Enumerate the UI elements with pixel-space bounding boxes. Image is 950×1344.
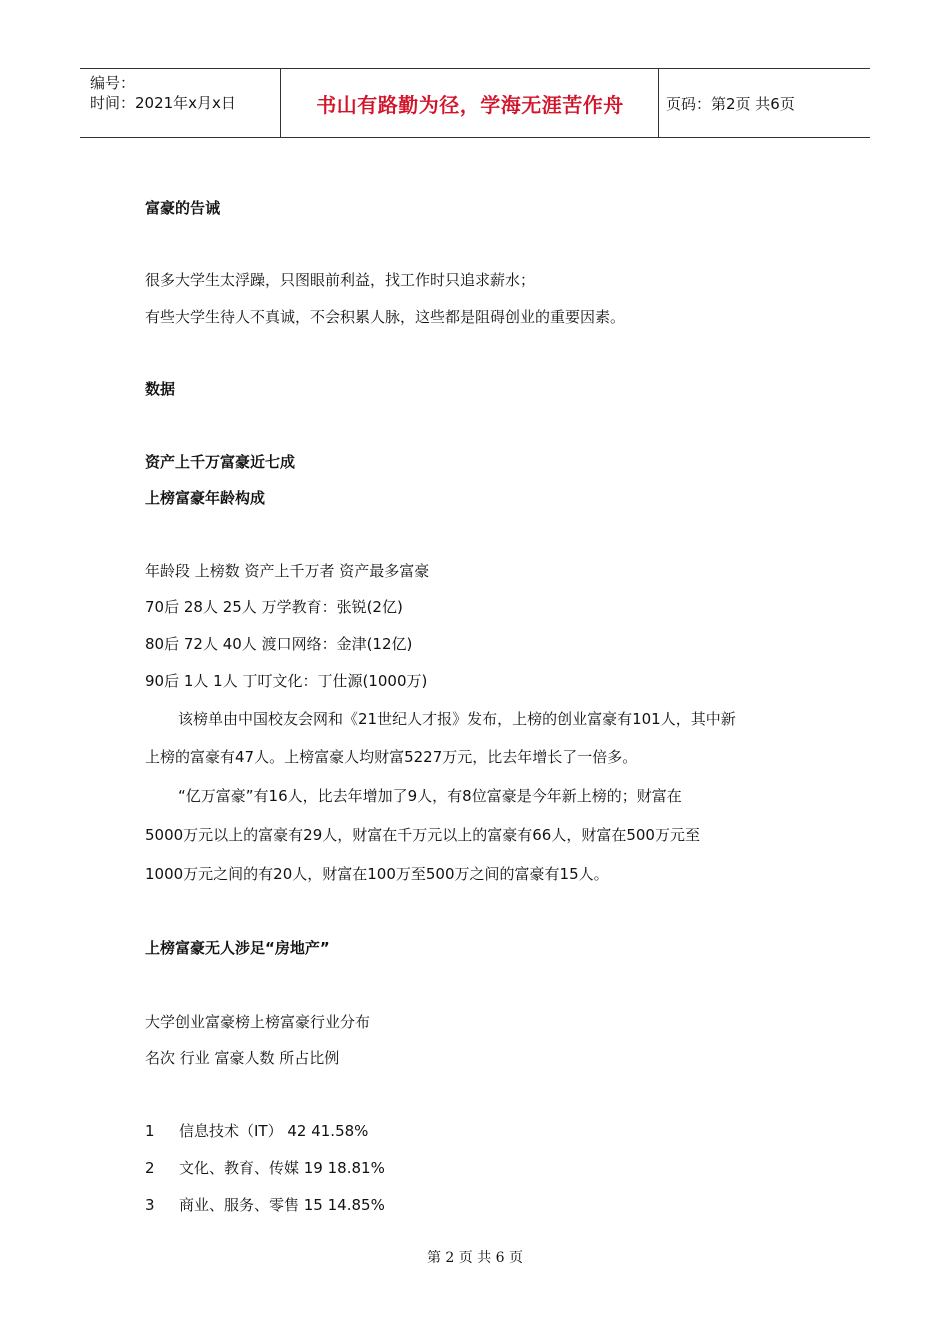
industry-row: 商业、服务、零售 15 14.85% (179, 1196, 385, 1214)
header-page-info: 页码：第2页 共6页 (666, 94, 795, 113)
subheading: 上榜富豪年龄构成 (145, 489, 266, 507)
time-label: 时间：2021年x月x日 (90, 94, 236, 112)
age-table-header: 年龄段 上榜数 资产上千万者 资产最多富豪 (145, 562, 430, 580)
header-divider (280, 69, 281, 137)
industry-header: 名次 行业 富豪人数 所占比例 (145, 1049, 340, 1067)
subheading: 资产上千万富豪近七成 (145, 453, 296, 471)
industry-row: 信息技术（IT） 42 41.58% (179, 1122, 369, 1140)
paragraph: “亿万富豪”有16人，比去年增加了9人，有8位富豪是今年新上榜的；财富在 (178, 787, 682, 805)
paragraph: 上榜的富豪有47人。上榜富豪人均财富5227万元，比去年增长了一倍多。 (145, 748, 638, 766)
industry-row: 文化、教育、传媒 19 18.81% (179, 1159, 385, 1177)
age-table-row: 90后 1人 1人 丁叮文化：丁仕源(1000万) (145, 672, 428, 690)
section-title: 富豪的告诫 (145, 199, 221, 217)
industry-rank: 1 (145, 1122, 155, 1140)
paragraph: 1000万元之间的有20人，财富在100万至500万之间的富豪有15人。 (145, 865, 609, 883)
number-label: 编号： (90, 74, 136, 92)
industry-rank: 2 (145, 1159, 155, 1177)
industry-rank: 3 (145, 1196, 155, 1214)
header-motto: 书山有路勤为径，学海无涯苦作舟 (316, 92, 624, 117)
header-meta (90, 73, 280, 113)
page-footer: 第 2 页 共 6 页 (426, 1250, 524, 1266)
paragraph: 该榜单由中国校友会网和《21世纪人才报》发布，上榜的创业富豪有101人，其中新 (178, 710, 736, 728)
subheading: 上榜富豪无人涉足“房地产” (145, 939, 330, 957)
paragraph: 5000万元以上的富豪有29人，财富在千万元以上的富豪有66人，财富在500万元至 (145, 826, 700, 844)
age-table-row: 80后 72人 40人 渡口网络：金津(12亿) (145, 635, 413, 653)
page-header (80, 68, 870, 138)
paragraph: 很多大学生太浮躁，只图眼前利益，找工作时只追求薪水； (145, 271, 536, 289)
header-divider (658, 69, 659, 137)
paragraph: 有些大学生待人不真诚，不会积累人脉，这些都是阻碍创业的重要因素。 (145, 308, 626, 326)
section-title: 数据 (145, 380, 176, 398)
industry-title: 大学创业富豪榜上榜富豪行业分布 (145, 1013, 371, 1031)
age-table-row: 70后 28人 25人 万学教育：张锐(2亿) (145, 598, 403, 616)
